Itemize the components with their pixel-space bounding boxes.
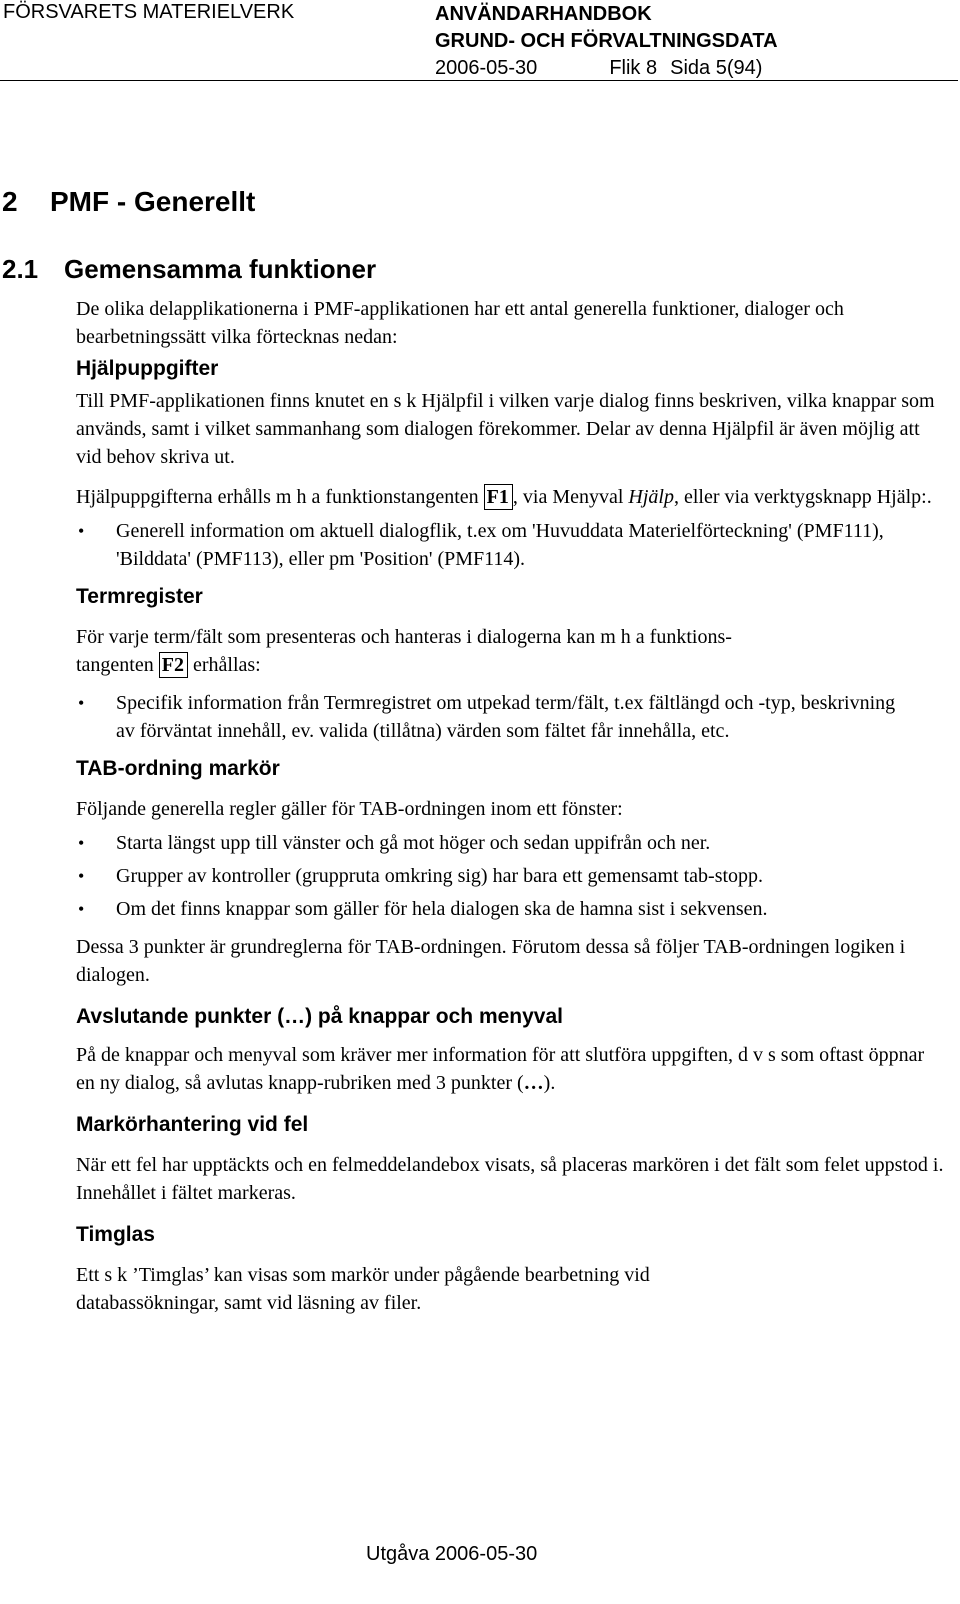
header-doc-subtitle: GRUND- OCH FÖRVALTNINGSDATA xyxy=(435,30,778,52)
section-heading xyxy=(2,254,376,285)
header-organization: FÖRSVARETS MATERIELVERK xyxy=(3,1,295,23)
help-keys-paragraph: Hjälpuppgifterna erhålls m h a funktionstangenten F1 , via Menyval Hjälp, eller via verktygsknapp Hjälp:. xyxy=(76,486,932,508)
term-paragraph: För varje term/fält som presenteras och hanteras i dialogerna kan m h a funktions- tangenten F2 erhållas: xyxy=(76,626,732,676)
hourglass-heading: Timglas xyxy=(76,1223,155,1246)
ellipsis-dots: … xyxy=(523,1072,544,1094)
chapter-heading xyxy=(2,186,255,218)
header-tab: Flik 8 xyxy=(609,57,658,79)
tab-order-bullet: • Starta längst upp till vänster och gå mot höger och sedan uppifrån och ner. xyxy=(76,829,946,857)
header-page: Sida 5(94) xyxy=(670,57,763,79)
help-bullet: • Generell information om aktuell dialogflik, t.ex om 'Huvuddata Materielförteckning' (PMF111), 'Bilddata' (PMF113), eller pm 'Position' (PMF114). xyxy=(76,517,946,573)
ellipsis-heading: Avslutande punkter (…) på knappar och menyval xyxy=(76,1005,563,1028)
tab-order-bullet: • Grupper av kontroller (gruppruta omkring sig) har bara ett gemensamt tab-stopp. xyxy=(76,862,946,890)
header-block xyxy=(435,1,778,82)
chapter-title: PMF - Generellt xyxy=(50,186,256,217)
help-menu-item: Hjälp xyxy=(628,486,674,508)
page-body xyxy=(76,295,946,1317)
cursor-heading: Markörhantering vid fel xyxy=(76,1113,309,1136)
header-meta xyxy=(435,55,778,82)
tab-order-heading: TAB-ordning markör xyxy=(76,757,280,780)
help-paragraph: Till PMF-applikationen finns knutet en s k Hjälpfil i vilken varje dialog finns beskriven, vilka knappar som används, samt i vilket sammanhang som dialogen förekommer. Delar av denna Hjälpfil är även möjlig att vid behov skriva ut. xyxy=(76,390,935,468)
tab-order-intro: Följande generella regler gäller för TAB-ordningen inom ett fönster: xyxy=(76,798,623,820)
section-number: 2.1 xyxy=(2,254,39,284)
section-title: Gemensamma funktioner xyxy=(64,254,377,284)
chapter-number: 2 xyxy=(2,186,18,217)
hourglass-paragraph: Ett s k ’Timglas’ kan visas som markör under pågående bearbetning vid databassökningar, samt vid läsning av filer. xyxy=(76,1264,650,1314)
help-heading: Hjälpuppgifter xyxy=(76,357,219,380)
cursor-paragraph: När ett fel har upptäckts och en felmeddelandebox visats, så placeras markören i det fält som felet uppstod i. Innehållet i fältet markeras. xyxy=(76,1154,944,1204)
tab-order-outro: Dessa 3 punkter är grundreglerna för TAB-ordningen. Förutom dessa så följer TAB-ordningen logiken i dialogen. xyxy=(76,936,906,986)
header-date: 2006-05-30 xyxy=(435,57,538,79)
header-rule xyxy=(0,80,958,81)
term-heading: Termregister xyxy=(76,585,203,608)
term-bullet: • Specifik information från Termregistret om utpekad term/fält, t.ex fältlängd och -typ, beskrivning av förväntat innehåll, ev. valida (tillåtna) värden som fältet får innehålla, etc. xyxy=(76,689,946,745)
ellipsis-paragraph: På de knappar och menyval som kräver mer information för att slutföra uppgiften, d v s som oftast öppnar en ny dialog, så avlutas knapp-rubriken med 3 punkter (…). xyxy=(76,1044,925,1094)
tab-order-bullet: • Om det finns knappar som gäller för hela dialogen ska de hamna sist i sekvensen. xyxy=(76,895,946,923)
f2-key: F2 xyxy=(159,652,188,678)
f1-key: F1 xyxy=(484,484,513,510)
intro-paragraph: De olika delapplikationerna i PMF-applikationen har ett antal generella funktioner, dialoger och bearbetningssätt vilka förtecknas nedan: xyxy=(76,298,844,348)
footer-edition: Utgåva 2006-05-30 xyxy=(366,1543,538,1565)
header-doc-type: ANVÄNDARHANDBOK xyxy=(435,3,652,25)
